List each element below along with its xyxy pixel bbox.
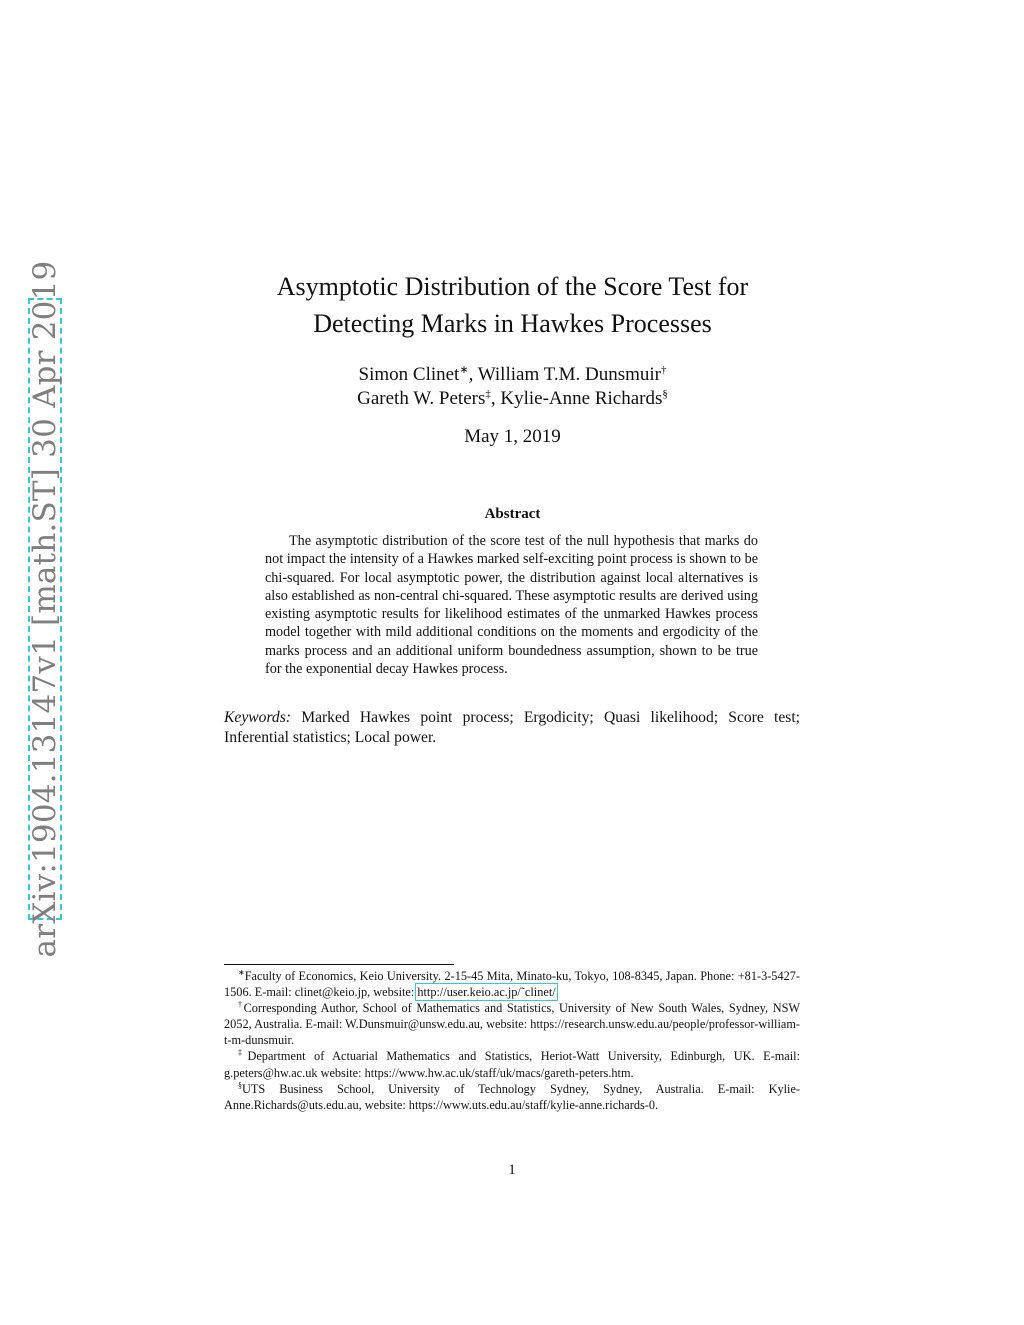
footnote-text: Faculty of Economics, Keio University. 2-15-45 Mita, Minato-ku, Tokyo, 108-8345, Japan. Phone: +81-3-5427-1506. E-mail: clinet@keio.jp, website:: [224, 969, 800, 1000]
title-line-2: Detecting Marks in Hawkes Processes: [313, 309, 712, 338]
author-mark[interactable]: §: [662, 388, 668, 400]
footnote-mark: §: [238, 1080, 242, 1090]
keywords: [224, 708, 800, 748]
author-list: Simon Clinet∗, William T.M. Dunsmuir† Gareth W. Peters‡, Kylie-Anne Richards§: [357, 364, 668, 409]
author-name: Gareth W. Peters: [357, 388, 486, 409]
footnote-text: UTS Business School, University of Technology Sydney, Sydney, Australia. E-mail: Kylie-Anne.Richards@uts.edu.au, website: https://www.uts.edu.au/staff/kylie-anne.richards-0.: [224, 1081, 800, 1112]
footnote-mark: ‡: [238, 1048, 248, 1058]
footnote-text: Department of Actuarial Mathematics and Statistics, Heriot-Watt University, Edinburgh, UK. E-mail: g.peters@hw.ac.uk website: https://www.hw.ac.uk/staff/uk/macs/gareth-peters.htm.: [224, 1049, 800, 1080]
footnote: [224, 1048, 800, 1080]
author-name: William T.M. Dunsmuir: [477, 364, 661, 385]
keywords-text: Marked Hawkes point process; Ergodicity; Quasi likelihood; Score test; Inferential statistics; Local power.: [224, 709, 800, 746]
footnote: [224, 968, 800, 1000]
footnote-mark: †: [238, 1000, 244, 1010]
footnote-text: Corresponding Author, School of Mathematics and Statistics, University of New South Wales, Sydney, NSW 2052, Australia. E-mail: W.Dunsmuir@unsw.edu.au, website: https://research.unsw.edu.au/people/professor-william-t-m-dunsmuir.: [224, 1001, 801, 1048]
publication-date: May 1, 2019: [464, 426, 561, 447]
footnote: [224, 1000, 800, 1048]
keywords-label: Keywords:: [224, 709, 291, 726]
author-name: Kylie-Anne Richards: [500, 388, 663, 409]
footnotes: [224, 968, 800, 1113]
author-name: Simon Clinet: [358, 364, 460, 385]
footnote: [224, 1081, 800, 1113]
title-line-1: Asymptotic Distribution of the Score Test for: [276, 272, 749, 301]
abstract-body: The asymptotic distribution of the score test of the null hypothesis that marks do not impact the intensity of a Hawkes marked self-exciting point process is shown to be chi-squared. For local asymptotic power, the distribution against local alternatives is also established as non-central chi-squared. These asymptotic results are derived using existing asymptotic results for likelihood estimates of the unmarked Hawkes process model together with mild additional conditions on the moments and ergodicity of the marks process and an additional uniform boundedness assumption, shown to be true for the exponential decay Hawkes process.: [265, 533, 758, 678]
arxiv-stamp[interactable]: [27, 260, 63, 958]
paper-title: [230, 268, 795, 342]
author-mark[interactable]: †: [660, 364, 667, 376]
footnote-link[interactable]: http://user.keio.ac.jp/˜clinet/: [417, 985, 556, 1000]
arxiv-stamp-text: arXiv:1904.13147v1 [math.ST] 30 Apr 2019: [27, 260, 63, 958]
footnote-rule: [224, 964, 454, 965]
page-number: 1: [508, 1162, 516, 1178]
author-mark[interactable]: ∗: [459, 364, 469, 376]
author-mark[interactable]: ‡: [485, 388, 491, 400]
abstract-heading: Abstract: [484, 506, 541, 522]
footnote-mark: ∗: [238, 968, 245, 977]
